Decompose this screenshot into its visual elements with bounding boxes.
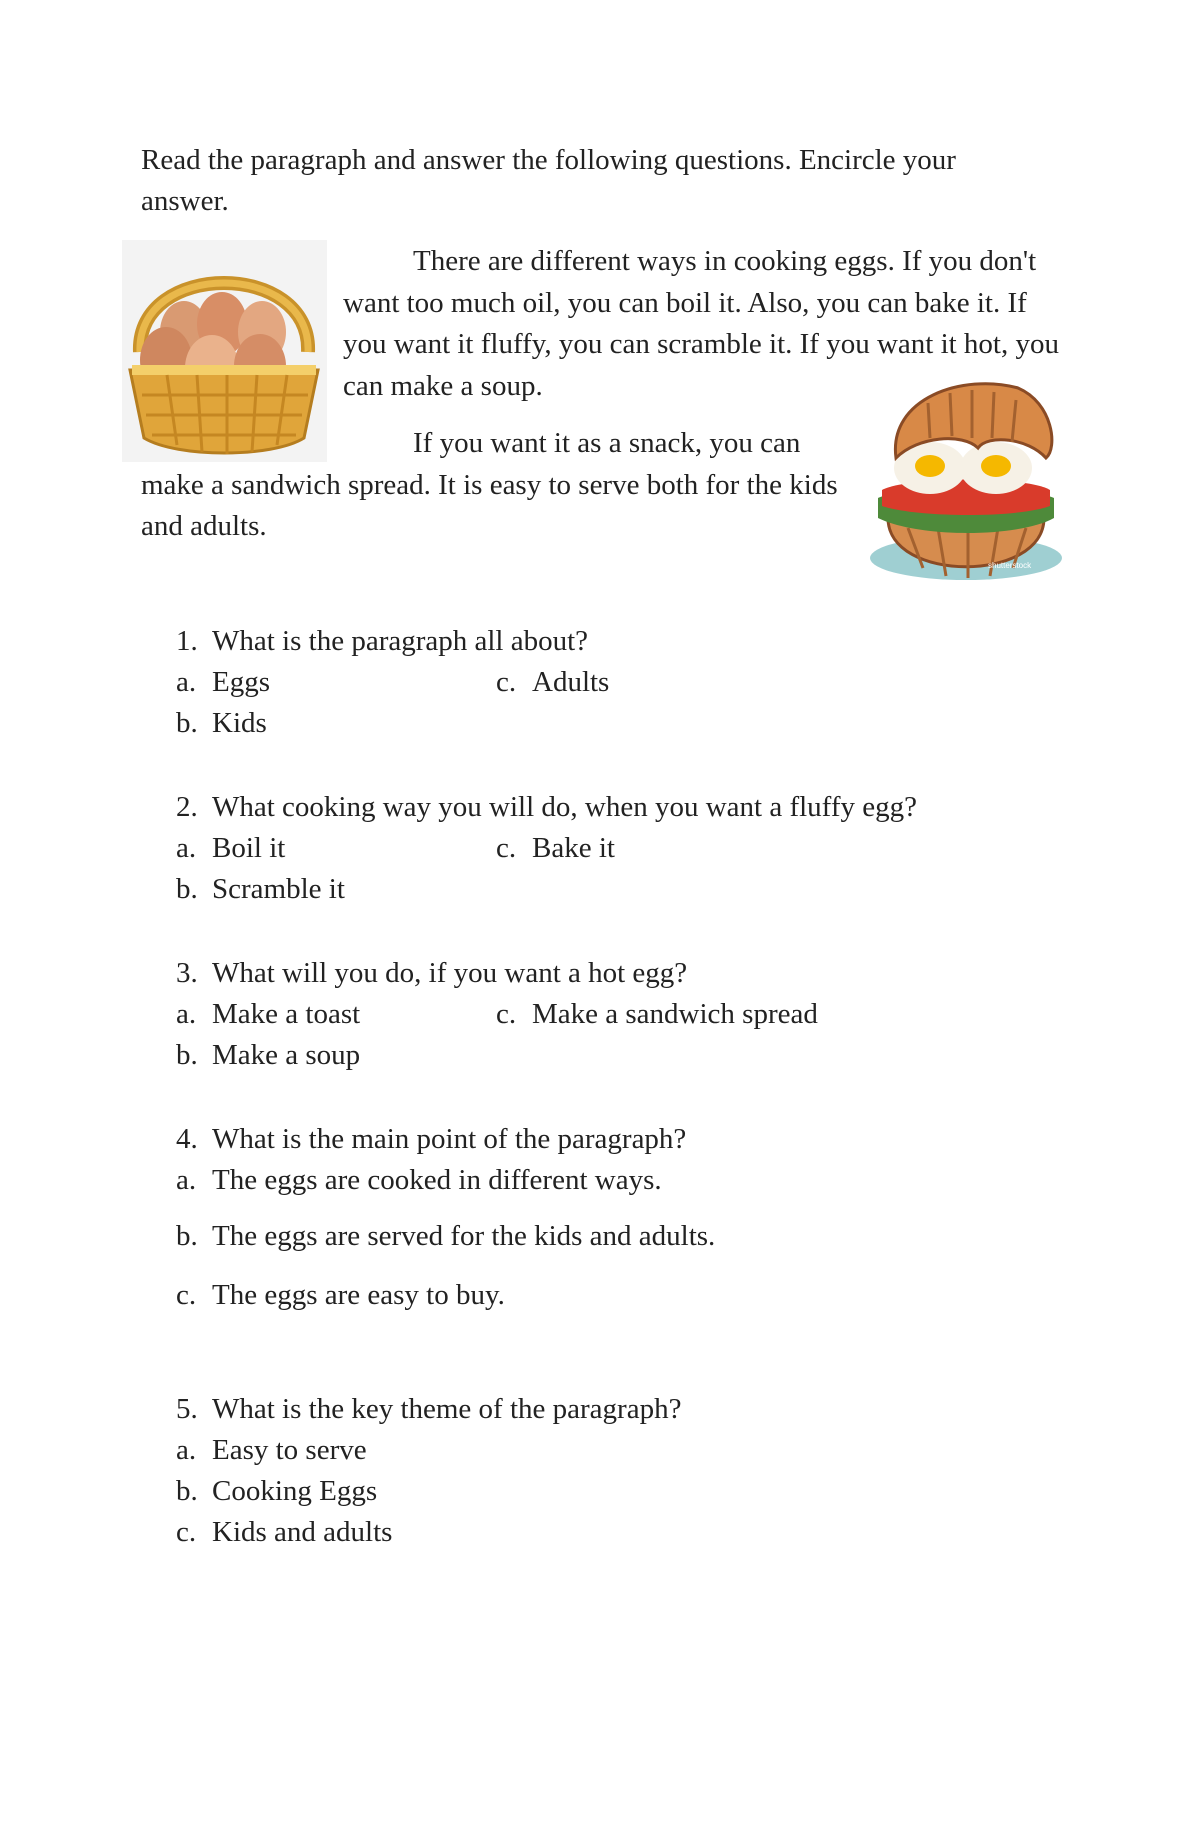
- option-c[interactable]: Bake it: [532, 832, 615, 864]
- option-c-label[interactable]: c.: [496, 998, 517, 1030]
- question-number: 5.: [176, 1393, 198, 1425]
- sandwich-watermark: shutterstock: [988, 561, 1032, 570]
- question-3-prompt: [176, 953, 687, 993]
- option-c-wrap[interactable]: [496, 828, 615, 868]
- option-c-label[interactable]: c.: [176, 1279, 197, 1311]
- option-a-label[interactable]: a.: [176, 832, 197, 864]
- option-a-label[interactable]: a.: [176, 998, 197, 1030]
- option-c-label[interactable]: c.: [496, 666, 517, 698]
- question-text: What is the main point of the paragraph?: [212, 1123, 687, 1155]
- option-b[interactable]: Make a soup: [212, 1039, 361, 1071]
- option-b-label[interactable]: b.: [176, 1039, 198, 1071]
- option-a-label[interactable]: a.: [176, 1434, 197, 1466]
- paragraph-2-text: If you want it as a snack, you can make a sandwich spread. It is easy to serve both for the kids and adults.: [141, 427, 838, 542]
- question-1-row-ac: [176, 662, 610, 702]
- option-c-wrap[interactable]: [496, 994, 818, 1034]
- option-b[interactable]: Kids: [212, 707, 267, 739]
- option-b[interactable]: Scramble it: [212, 873, 345, 905]
- question-2-row-ac: [176, 828, 615, 868]
- option-c[interactable]: Make a sandwich spread: [532, 998, 818, 1030]
- question-1-row-b: [176, 703, 267, 743]
- question-text: What is the key theme of the paragraph?: [212, 1393, 682, 1425]
- option-a[interactable]: Make a toast: [212, 998, 361, 1030]
- question-text: What is the paragraph all about?: [212, 625, 589, 657]
- question-4-option-c-row[interactable]: [176, 1275, 505, 1315]
- option-b-label[interactable]: b.: [176, 1475, 198, 1507]
- option-a-label[interactable]: a.: [176, 1164, 197, 1196]
- option-c-wrap[interactable]: [496, 662, 609, 702]
- question-text: What cooking way you will do, when you want a fluffy egg?: [212, 791, 917, 823]
- option-b[interactable]: The eggs are served for the kids and adults.: [212, 1220, 716, 1252]
- option-c[interactable]: Kids and adults: [212, 1516, 393, 1548]
- option-c[interactable]: Adults: [532, 666, 610, 698]
- paragraph-2: [141, 423, 851, 548]
- egg-sandwich-icon: [868, 378, 1064, 583]
- question-5-option-a-row[interactable]: [176, 1430, 367, 1470]
- question-text: What will you do, if you want a hot egg?: [212, 957, 688, 989]
- question-number: 1.: [176, 625, 198, 657]
- option-c-label[interactable]: c.: [496, 832, 517, 864]
- question-5-option-c-row[interactable]: [176, 1512, 392, 1552]
- paragraph-1-text: There are different ways in cooking eggs. If you don't want too much oil, you can boil it. Also, you can bake it. If you want it fluffy, you can scramble it. If you want it hot, you can make a soup.: [343, 245, 1059, 402]
- question-1-prompt: [176, 621, 588, 661]
- question-5-option-b-row[interactable]: [176, 1471, 377, 1511]
- question-4-option-b-row[interactable]: [176, 1216, 715, 1256]
- question-2-prompt: [176, 787, 917, 827]
- option-a-label[interactable]: a.: [176, 666, 197, 698]
- option-a[interactable]: Eggs: [212, 666, 270, 698]
- option-b[interactable]: Cooking Eggs: [212, 1475, 378, 1507]
- question-2-row-b: [176, 869, 345, 909]
- question-number: 2.: [176, 791, 198, 823]
- option-a[interactable]: Boil it: [212, 832, 286, 864]
- question-4-option-a-row[interactable]: [176, 1160, 662, 1200]
- option-b-label[interactable]: b.: [176, 873, 198, 905]
- question-number: 3.: [176, 957, 198, 989]
- instructions: Read the paragraph and answer the following questions. Encircle your answer.: [141, 144, 956, 217]
- option-b-label[interactable]: b.: [176, 707, 198, 739]
- option-b-label[interactable]: b.: [176, 1220, 198, 1252]
- option-c[interactable]: The eggs are easy to buy.: [212, 1279, 505, 1311]
- question-3-row-b: [176, 1035, 360, 1075]
- question-5-prompt: [176, 1389, 681, 1429]
- question-3-row-ac: [176, 994, 818, 1034]
- question-4-prompt: [176, 1119, 686, 1159]
- option-a[interactable]: Easy to serve: [212, 1434, 367, 1466]
- option-a[interactable]: The eggs are cooked in different ways.: [212, 1164, 662, 1196]
- question-number: 4.: [176, 1123, 198, 1155]
- option-c-label[interactable]: c.: [176, 1516, 197, 1548]
